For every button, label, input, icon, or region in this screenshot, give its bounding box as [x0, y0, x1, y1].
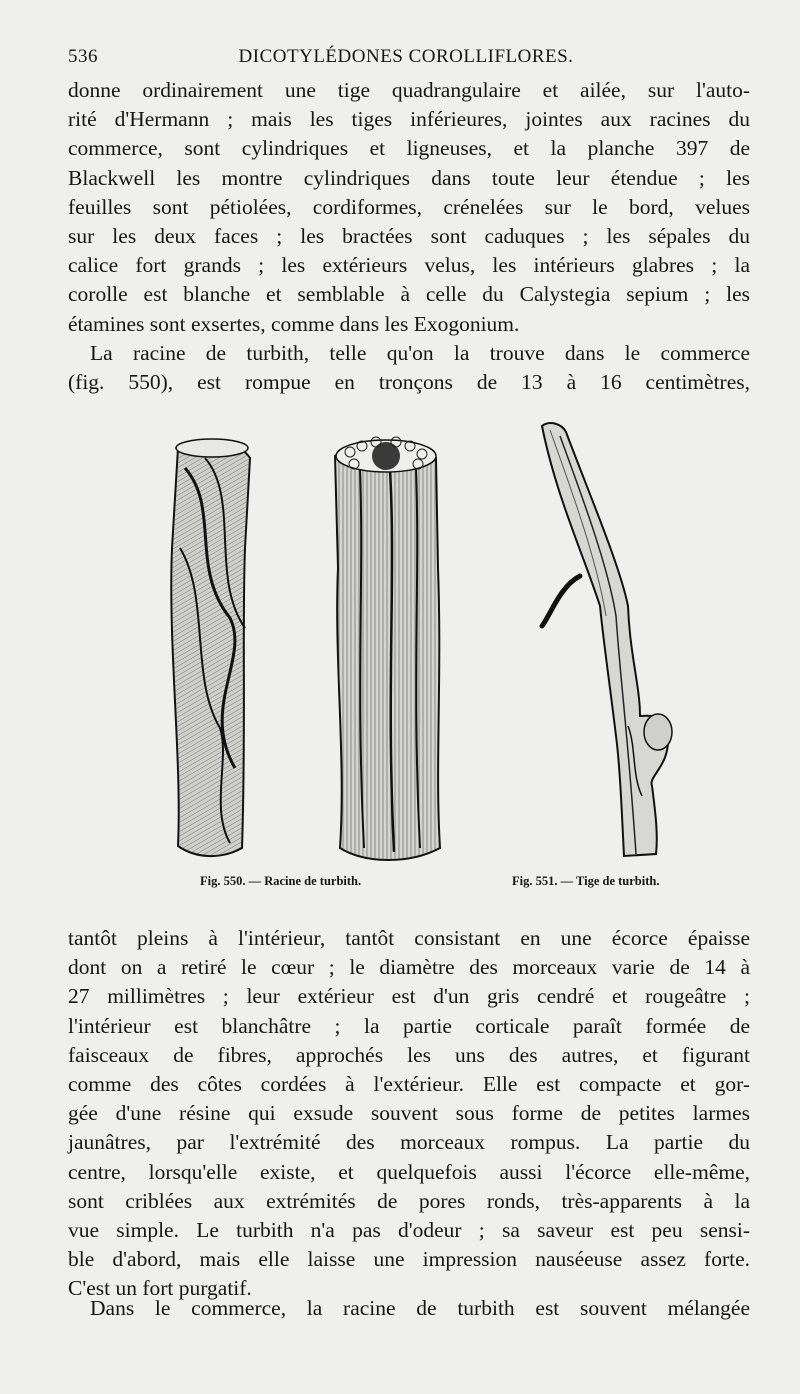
text-line: tantôt pleins à l'intérieur, tantôt consistant en une écorce épaisse [68, 926, 750, 950]
text-line: faisceaux de fibres, approchés les uns des autres, et figurant [68, 1042, 750, 1067]
text-line: centre, lorsqu'elle existe, et quelquefois aussi l'écorce elle-même, [68, 1159, 750, 1184]
text-line: (fig. 550), est rompue en tronçons de 13 à 16 centimètres, [68, 370, 750, 395]
text-line: corolle est blanche et semblable à celle du Calystegia sepium ; les [68, 282, 750, 307]
running-title: DICOTYLÉDONES COROLLIFLORES. [238, 46, 574, 67]
paragraph-3 [68, 924, 750, 1304]
paragraph-4 [68, 1294, 750, 1323]
paragraph-1 [68, 76, 750, 339]
stem-engraving [520, 416, 690, 862]
paragraph-2 [68, 339, 750, 397]
text-line: ble d'abord, mais elle laisse une impression nauséeuse assez forte. [68, 1247, 750, 1272]
text-line: rité d'Hermann ; mais les tiges inférieures, jointes aux racines du [68, 107, 750, 132]
text-line: Blackwell les montre cylindriques dans toute leur étendue ; les [68, 165, 750, 190]
text-line: vue simple. Le turbith n'a pas d'odeur ; sa saveur est peu sensi- [68, 1218, 750, 1243]
text-line: gée d'une résine qui exsude souvent sous forme de petites larmes [68, 1101, 750, 1126]
text-line: dont on a retiré le cœur ; le diamètre des morceaux varie de 14 à [68, 955, 750, 980]
text-line: comme des côtes cordées à l'extérieur. Elle est compacte et gor- [68, 1072, 750, 1097]
text-line: La racine de turbith, telle qu'on la trouve dans le commerce [90, 341, 750, 365]
text-line: commerce, sont cylindriques et ligneuses, et la planche 397 de [68, 136, 750, 161]
figure-551-turbith-stem [520, 416, 690, 862]
text-line: l'intérieur est blanchâtre ; la partie corticale paraît formée de [68, 1013, 750, 1038]
figure-550-caption: Fig. 550. — Racine de turbith. [200, 874, 362, 888]
text-line: feuilles sont pétiolées, cordiformes, crénelées sur le bord, velues [68, 194, 750, 219]
running-header [68, 46, 744, 76]
ribbed-root-piece [335, 437, 440, 860]
figure-550-turbith-root [150, 428, 460, 868]
text-line: sur les deux faces ; les bractées sont caduques ; les sépales du [68, 224, 750, 249]
text-line: 27 millimètres ; leur extérieur est d'un gris cendré et rougeâtre ; [68, 984, 750, 1009]
text-line: sont criblées aux extrémités de pores ronds, très-apparents à la [68, 1188, 750, 1213]
text-line: étamines sont exsertes, comme dans les Exogonium. [68, 311, 520, 336]
figure-551-caption: Fig. 551. — Tige de turbith. [512, 874, 660, 888]
root-engraving [150, 428, 460, 868]
twisted-root-piece [171, 439, 250, 856]
page-number: 536 [68, 46, 98, 67]
text-line: jaunâtres, par l'extrémité des morceaux rompus. La partie du [68, 1130, 750, 1155]
text-line: Dans le commerce, la racine de turbith est souvent mélangée [90, 1296, 750, 1320]
text-line: calice fort grands ; les extérieurs velus, les intérieurs glabres ; la [68, 253, 750, 278]
text-line: donne ordinairement une tige quadrangulaire et ailée, sur l'auto- [68, 78, 750, 102]
text-line: C'est un fort purgatif. [68, 1276, 252, 1301]
